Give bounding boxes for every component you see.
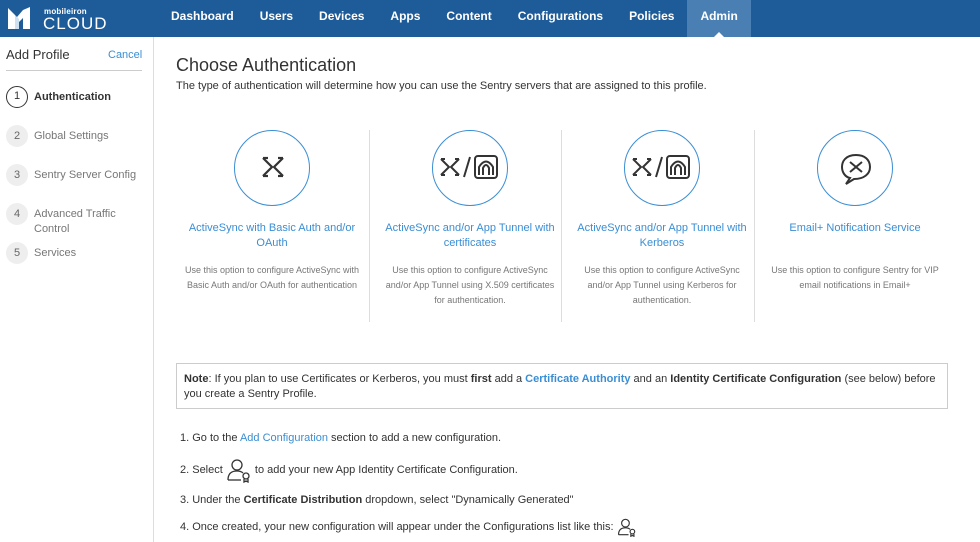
- auth-card-basic-oauth[interactable]: [176, 127, 368, 322]
- card-icon-circle: [624, 130, 700, 206]
- note-text: (see below) before you create a Sentry Profile.: [184, 373, 936, 400]
- auth-options: [176, 127, 962, 322]
- instruction-step-4: [180, 517, 637, 537]
- card-icon-circle: [817, 130, 893, 206]
- step-number: 1: [6, 86, 28, 108]
- note-emphasis: Identity Certificate Configuration: [670, 373, 842, 385]
- card-title: ActiveSync with Basic Auth and/or OAuth: [188, 222, 356, 249]
- certificate-authority-link[interactable]: Certificate Authority: [525, 373, 631, 385]
- card-icon-circle: [234, 130, 310, 206]
- wizard-sidebar: [0, 37, 154, 542]
- note-text: : If you plan to use Certificates or Kerberos, you must: [208, 373, 471, 385]
- add-configuration-link[interactable]: Add Configuration: [239, 432, 328, 444]
- sidebar-title: Add Profile: [6, 47, 70, 62]
- page-title: Choose Authentication: [176, 55, 357, 75]
- card-icon-circle: [432, 130, 508, 206]
- nav-devices[interactable]: Devices: [319, 9, 365, 23]
- card-divider: [754, 130, 755, 322]
- activesync-icon: [235, 131, 311, 207]
- mobileiron-logo-icon: [6, 5, 32, 31]
- nav-configurations[interactable]: Configurations: [517, 9, 604, 23]
- note-text: add a: [491, 373, 526, 385]
- note-box: [176, 363, 948, 409]
- instruction-text: section to add a new configuration.: [328, 432, 502, 444]
- nav-admin[interactable]: Admin: [687, 0, 750, 37]
- nav-content[interactable]: Content: [446, 9, 492, 23]
- step-number: 3: [6, 164, 28, 186]
- card-description: Use this option to configure ActiveSync and/or App Tunnel using Kerberos for authentication.: [584, 265, 740, 305]
- logo-big-text: CLOUD: [43, 14, 108, 33]
- instruction-text: 3. Under the: [180, 494, 244, 506]
- main-content: [155, 37, 980, 542]
- identity-certificate-icon: [226, 457, 252, 483]
- card-divider: [369, 130, 370, 322]
- auth-card-certificates[interactable]: [374, 127, 566, 322]
- activesync-tunnel-icon: [625, 131, 701, 207]
- nav-users[interactable]: Users: [259, 9, 294, 23]
- activesync-tunnel-icon: [433, 131, 509, 207]
- note-emphasis: first: [470, 373, 492, 385]
- instruction-text: 2. Select: [180, 463, 226, 476]
- instruction-text: 4. Once created, your new configuration will appear under the Configurations list like this:: [180, 520, 617, 533]
- step-number: 2: [6, 125, 28, 147]
- nav-policies[interactable]: Policies: [629, 9, 675, 23]
- step-label: Authentication: [34, 91, 111, 103]
- step-number: 5: [6, 242, 28, 264]
- nav-apps[interactable]: Apps: [390, 9, 421, 23]
- sidebar-divider: [6, 70, 142, 71]
- note-text: and an: [630, 373, 671, 385]
- instruction-emphasis: Certificate Distribution: [243, 494, 363, 506]
- card-title: ActiveSync and/or App Tunnel with certificates: [385, 222, 555, 249]
- card-description: Use this option to configure ActiveSync and/or App Tunnel using X.509 certificates for authentication.: [385, 265, 555, 305]
- cancel-link[interactable]: Cancel: [108, 49, 143, 61]
- instruction-step-2: [180, 457, 518, 483]
- logo[interactable]: [6, 4, 156, 34]
- identity-certificate-icon: [617, 517, 637, 537]
- step-label: Advanced Traffic Control: [34, 208, 116, 235]
- instruction-text: to add your new App Identity Certificate Configuration.: [251, 463, 518, 476]
- page-subtitle: The type of authentication will determine how you can use the Sentry servers that are assigned to this profile.: [176, 80, 707, 92]
- card-divider: [561, 130, 562, 322]
- card-title: Email+ Notification Service: [789, 222, 921, 234]
- instruction-text: 1. Go to the: [180, 432, 240, 444]
- step-label: Global Settings: [34, 130, 109, 142]
- instruction-text: dropdown, select "Dynamically Generated": [362, 494, 574, 506]
- email-notification-icon: [818, 131, 894, 207]
- step-label: Services: [34, 247, 77, 259]
- nav-dashboard[interactable]: Dashboard: [171, 9, 234, 23]
- card-title: ActiveSync and/or App Tunnel with Kerberos: [577, 222, 747, 249]
- instruction-step-3: [180, 494, 574, 506]
- main-nav: [158, 0, 751, 37]
- note-label: Note: [184, 373, 209, 385]
- card-description: Use this option to configure ActiveSync with Basic Auth and/or OAuth for authentication: [184, 265, 360, 290]
- top-nav-bar: [0, 0, 980, 37]
- instruction-step-1: [180, 432, 501, 444]
- auth-card-email-notification[interactable]: [759, 127, 951, 322]
- card-description: Use this option to configure Sentry for VIP email notifications in Email+: [771, 265, 939, 290]
- step-label: Sentry Server Config: [34, 169, 137, 181]
- auth-card-kerberos[interactable]: [566, 127, 758, 322]
- step-number: 4: [6, 203, 28, 225]
- logo-small-text: mobileiron: [44, 7, 87, 16]
